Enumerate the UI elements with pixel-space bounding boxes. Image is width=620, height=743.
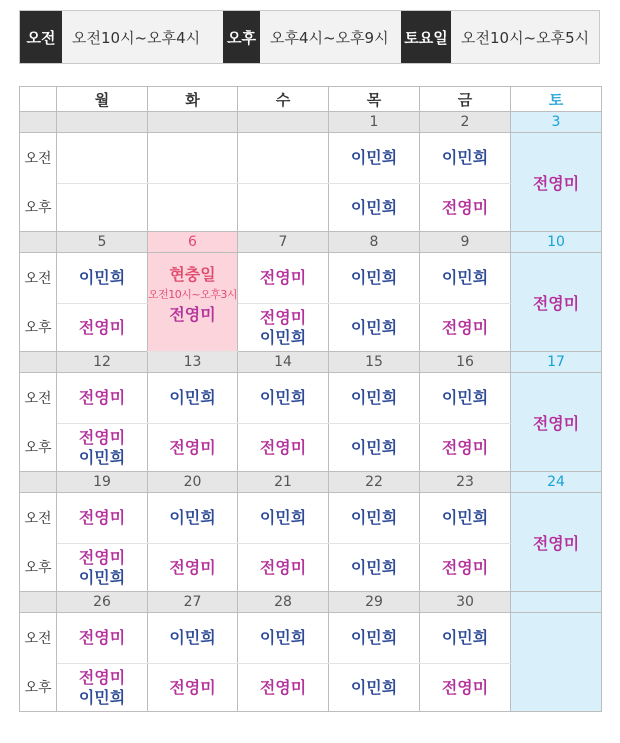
header-mon: 월 — [57, 87, 148, 112]
schedule-cell — [238, 544, 329, 592]
date-cell-holiday: 6 — [148, 232, 238, 253]
doctor-jeon: 전영미 — [259, 268, 307, 287]
header-corner — [20, 87, 57, 112]
schedule-cell — [420, 544, 511, 592]
schedule-cell — [238, 304, 329, 352]
schedule-cell — [420, 424, 511, 472]
slot-am-label: 오전 — [20, 253, 57, 304]
doctor-lee: 이민희 — [169, 628, 216, 647]
date-cell: 8 — [329, 232, 420, 253]
doctor-jeon: 전영미 — [78, 388, 126, 407]
schedule-cell — [238, 373, 329, 424]
header-fri: 금 — [420, 87, 511, 112]
slot-am-label: 오전 — [20, 133, 57, 184]
schedule-cell — [329, 373, 420, 424]
doctor-jeon: 전영미 — [441, 317, 489, 337]
doctor-jeon: 전영미 — [532, 413, 580, 433]
schedule-cell — [329, 184, 420, 232]
date-cell: 16 — [420, 352, 511, 373]
date-cell: 21 — [238, 472, 329, 493]
doctor-jeon: 전영미 — [259, 677, 307, 697]
doctor-lee: 이민희 — [350, 268, 398, 287]
date-cell-sat: 17 — [511, 352, 602, 373]
schedule-cell — [57, 304, 148, 352]
doctor-jeon: 전영미 — [169, 677, 216, 697]
slot-am-label: 오전 — [20, 613, 57, 664]
date-cell: 19 — [57, 472, 148, 493]
header-thu: 목 — [329, 87, 420, 112]
slot-pm-label: 오후 — [20, 304, 57, 352]
doctor-jeon: 전영미 — [259, 437, 307, 457]
doctor-jeon: 전영미 — [78, 628, 126, 647]
holiday-name: 현충일 — [169, 265, 216, 284]
schedule-cell — [148, 664, 238, 712]
schedule-cell — [329, 493, 420, 544]
saturday-cell — [511, 613, 602, 712]
doctor-jeon: 전영미 — [78, 547, 126, 567]
date-cell: 2 — [420, 112, 511, 133]
date-cell: 1 — [329, 112, 420, 133]
date-cell — [238, 112, 329, 133]
week1-am-row — [20, 133, 602, 184]
doctor-lee: 이민희 — [350, 197, 398, 217]
week2-date-row — [20, 232, 602, 253]
doctor-jeon: 전영미 — [78, 427, 126, 447]
doctor-jeon: 전영미 — [441, 197, 489, 217]
schedule-cell — [148, 493, 238, 544]
doctor-jeon: 전영미 — [441, 677, 489, 697]
slot-am-label: 오전 — [20, 493, 57, 544]
header-wed: 수 — [238, 87, 329, 112]
doctor-jeon: 전영미 — [532, 173, 580, 193]
schedule-cell — [420, 613, 511, 664]
doctor-jeon: 전영미 — [169, 557, 216, 577]
doctor-jeon: 전영미 — [441, 437, 489, 457]
doctor-lee: 이민희 — [441, 508, 489, 527]
date-cell: 13 — [148, 352, 238, 373]
saturday-cell — [511, 253, 602, 352]
doctor-lee: 이민희 — [441, 148, 489, 167]
saturday-cell — [511, 493, 602, 592]
schedule-cell — [329, 253, 420, 304]
schedule-cell — [238, 613, 329, 664]
doctor-jeon: 전영미 — [532, 293, 580, 313]
schedule-cell — [238, 424, 329, 472]
slot-pm-label: 오후 — [20, 664, 57, 712]
header-sat: 토 — [511, 87, 602, 112]
doctor-jeon: 전영미 — [78, 317, 126, 337]
sat-hours-label: 토요일 — [401, 11, 451, 63]
week3-am-row — [20, 373, 602, 424]
date-cell-sat: 3 — [511, 112, 602, 133]
week3-date-row — [20, 352, 602, 373]
header-tue: 화 — [148, 87, 238, 112]
am-hours-label: 오전 — [20, 11, 62, 63]
doctor-lee: 이민희 — [78, 447, 126, 467]
doctor-jeon: 전영미 — [78, 667, 126, 687]
doctor-lee: 이민희 — [169, 508, 216, 527]
date-cell — [148, 112, 238, 133]
date-cell: 28 — [238, 592, 329, 613]
doctor-lee: 이민희 — [350, 317, 398, 337]
schedule-cell — [420, 493, 511, 544]
date-cell — [57, 112, 148, 133]
schedule-cell — [57, 544, 148, 592]
doctor-lee: 이민희 — [78, 687, 126, 707]
schedule-cell — [57, 253, 148, 304]
slot-am-label: 오전 — [20, 373, 57, 424]
saturday-cell — [511, 133, 602, 232]
slot-pm-label: 오후 — [20, 424, 57, 472]
date-cell: 14 — [238, 352, 329, 373]
date-cell: 9 — [420, 232, 511, 253]
doctor-lee: 이민희 — [259, 327, 307, 347]
doctor-lee: 이민희 — [350, 508, 398, 527]
doctor-jeon: 전영미 — [169, 305, 216, 324]
week4-am-row — [20, 493, 602, 544]
schedule-cell — [420, 664, 511, 712]
schedule-cell — [238, 184, 329, 232]
week1-date-row — [20, 112, 602, 133]
schedule-cell — [238, 493, 329, 544]
weekday-header-row — [20, 87, 602, 112]
schedule-cell — [420, 373, 511, 424]
doctor-lee: 이민희 — [350, 628, 398, 647]
slot-pm-label: 오후 — [20, 544, 57, 592]
doctor-jeon: 전영미 — [259, 557, 307, 577]
doctor-lee: 이민희 — [259, 628, 307, 647]
date-cell: 23 — [420, 472, 511, 493]
schedule-cell — [329, 664, 420, 712]
schedule-cell — [148, 373, 238, 424]
date-cell-sat — [511, 592, 602, 613]
doctor-lee: 이민희 — [350, 388, 398, 407]
doctor-jeon: 전영미 — [441, 557, 489, 577]
date-cell-sat: 24 — [511, 472, 602, 493]
doctor-lee: 이민희 — [441, 628, 489, 647]
week2-am-row — [20, 253, 602, 304]
week4-date-row — [20, 472, 602, 493]
slot-pm-label: 오후 — [20, 184, 57, 232]
holiday-hours-note: 오전10시~오후3시 — [148, 288, 237, 301]
date-cell: 15 — [329, 352, 420, 373]
date-cell: 30 — [420, 592, 511, 613]
schedule-cell — [148, 544, 238, 592]
sat-hours-value: 오전10시~오후5시 — [461, 28, 590, 47]
schedule-cell — [57, 613, 148, 664]
doctor-lee: 이민희 — [350, 557, 398, 577]
doctor-lee: 이민희 — [169, 388, 216, 407]
schedule-cell — [329, 304, 420, 352]
doctor-lee: 이민희 — [441, 268, 489, 287]
date-cell: 5 — [57, 232, 148, 253]
pm-hours-label: 오후 — [223, 11, 260, 63]
doctor-jeon: 전영미 — [532, 533, 580, 553]
date-cell: 22 — [329, 472, 420, 493]
schedule-cell — [57, 373, 148, 424]
date-cell: 7 — [238, 232, 329, 253]
date-cell: 29 — [329, 592, 420, 613]
pm-hours-value: 오후4시~오후9시 — [270, 28, 389, 47]
doctor-lee: 이민희 — [78, 268, 126, 287]
doctor-jeon: 전영미 — [259, 307, 307, 327]
schedule-cell — [57, 133, 148, 184]
doctor-lee: 이민희 — [78, 567, 126, 587]
date-cell: 20 — [148, 472, 238, 493]
clinic-hours-bar — [19, 10, 600, 64]
schedule-cell — [148, 184, 238, 232]
date-cell: 12 — [57, 352, 148, 373]
doctor-lee: 이민희 — [441, 388, 489, 407]
week5-date-row — [20, 592, 602, 613]
saturday-cell — [511, 373, 602, 472]
date-cell-sat: 10 — [511, 232, 602, 253]
schedule-cell — [420, 184, 511, 232]
doctor-lee: 이민희 — [350, 677, 398, 697]
date-cell: 26 — [57, 592, 148, 613]
schedule-cell — [420, 253, 511, 304]
schedule-cell — [148, 613, 238, 664]
doctor-lee: 이민희 — [259, 508, 307, 527]
schedule-cell — [57, 664, 148, 712]
week5-am-row — [20, 613, 602, 664]
doctor-jeon: 전영미 — [169, 437, 216, 457]
schedule-cell — [238, 664, 329, 712]
date-cell: 27 — [148, 592, 238, 613]
doctor-schedule-table — [19, 86, 602, 712]
schedule-cell — [420, 133, 511, 184]
doctor-lee: 이민희 — [259, 388, 307, 407]
doctor-lee: 이민희 — [350, 437, 398, 457]
schedule-cell — [238, 133, 329, 184]
doctor-lee: 이민희 — [350, 148, 398, 167]
schedule-cell — [57, 424, 148, 472]
schedule-cell — [329, 424, 420, 472]
schedule-cell — [329, 613, 420, 664]
schedule-cell — [329, 133, 420, 184]
holiday-cell — [148, 253, 238, 352]
schedule-cell — [57, 184, 148, 232]
schedule-cell — [57, 493, 148, 544]
schedule-cell — [329, 544, 420, 592]
schedule-cell — [420, 304, 511, 352]
schedule-cell — [148, 133, 238, 184]
schedule-cell — [238, 253, 329, 304]
schedule-cell — [148, 424, 238, 472]
doctor-jeon: 전영미 — [78, 508, 126, 527]
am-hours-value: 오전10시~오후4시 — [72, 28, 201, 47]
